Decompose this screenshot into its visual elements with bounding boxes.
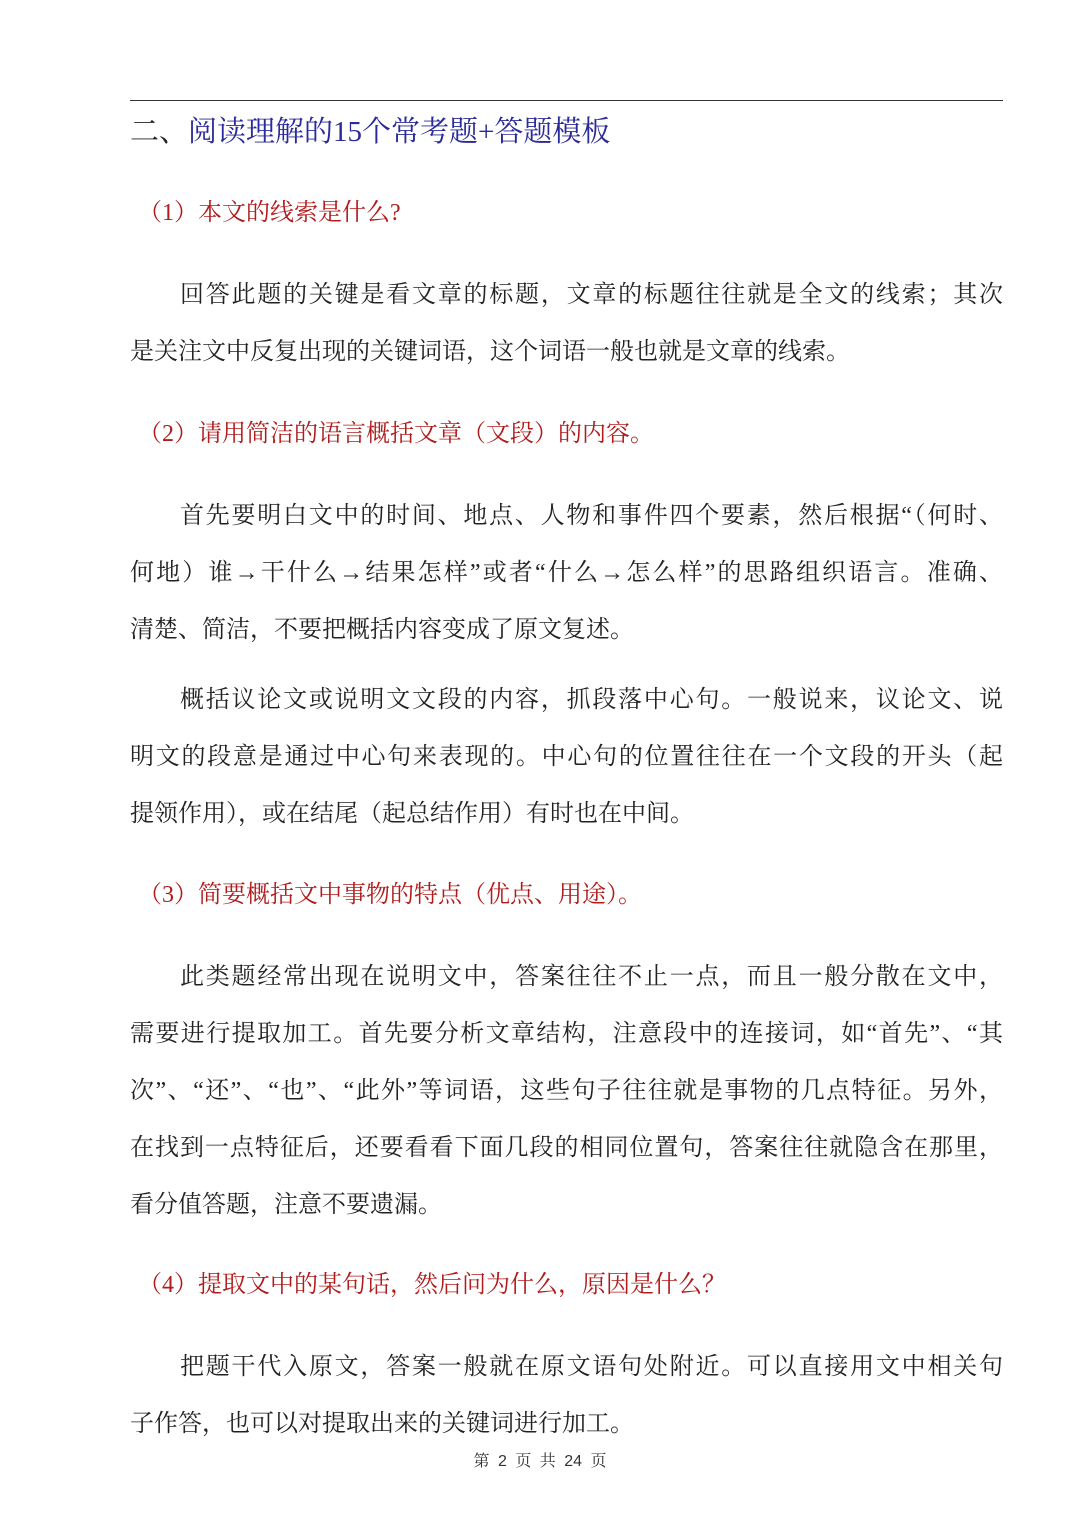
page-footer: 第 2 页 共 24 页 [473, 1453, 607, 1470]
paragraph-line: 首先要明白文中的时间、地点、人物和事件四个要素，然后根据“（何时、 [180, 503, 1003, 529]
question-heading: （4）提取文中的某句话，然后问为什么，原因是什么？ [138, 1272, 726, 1298]
paragraph-line: 子作答，也可以对提取出来的关键词进行加工。 [130, 1411, 634, 1437]
answer-paragraph [130, 960, 1003, 1245]
answer-paragraph [130, 683, 1003, 854]
paragraph-line: 看分值答题，注意不要遗漏。 [130, 1192, 442, 1218]
header-rule [130, 100, 1003, 101]
paragraph-line: 何地）谁→干什么→结果怎样”或者“什么→怎么样”的思路组织语言。准确、 [130, 560, 1003, 586]
answer-paragraph [130, 499, 1003, 670]
question-heading: （3）简要概括文中事物的特点（优点、用途）。 [138, 882, 642, 908]
paragraph-line: 需要进行提取加工。首先要分析文章结构，注意段中的连接词，如“首先”、“其 [130, 1021, 1003, 1047]
paragraph-line: 在找到一点特征后，还要看看下面几段的相同位置句，答案往往就隐含在那里， [130, 1135, 1003, 1161]
answer-paragraph [130, 278, 1003, 392]
answer-paragraph [130, 1350, 1003, 1464]
section-heading [130, 112, 610, 152]
paragraph-line: 概括议论文或说明文文段的内容，抓段落中心句。一般说来，议论文、说 [180, 687, 1003, 713]
paragraph-line: 此类题经常出现在说明文中，答案往往不止一点，而且一般分散在文中， [180, 964, 1003, 990]
paragraph-line: 清楚、简洁，不要把概括内容变成了原文复述。 [130, 617, 634, 643]
heading-prefix: 二、 [130, 116, 189, 148]
paragraph-line: 回答此题的关键是看文章的标题，文章的标题往往就是全文的线索；其次 [180, 282, 1003, 308]
paragraph-line: 把题干代入原文，答案一般就在原文语句处附近。可以直接用文中相关句 [180, 1354, 1003, 1380]
question-heading: （1）本文的线索是什么? [138, 200, 401, 226]
paragraph-line: 提领作用），或在结尾（起总结作用）有时也在中间。 [130, 801, 694, 827]
paragraph-line: 次”、“还”、“也”、“此外”等词语，这些句子往往就是事物的几点特征。另外， [130, 1078, 1003, 1104]
question-heading: （2）请用简洁的语言概括文章（文段）的内容。 [138, 421, 654, 447]
heading-text: 阅读理解的15个常考题+答题模板 [188, 116, 611, 148]
paragraph-line: 是关注文中反复出现的关键词语，这个词语一般也就是文章的线索。 [130, 339, 850, 365]
paragraph-line: 明文的段意是通过中心句来表现的。中心句的位置往往在一个文段的开头（起 [130, 744, 1003, 770]
